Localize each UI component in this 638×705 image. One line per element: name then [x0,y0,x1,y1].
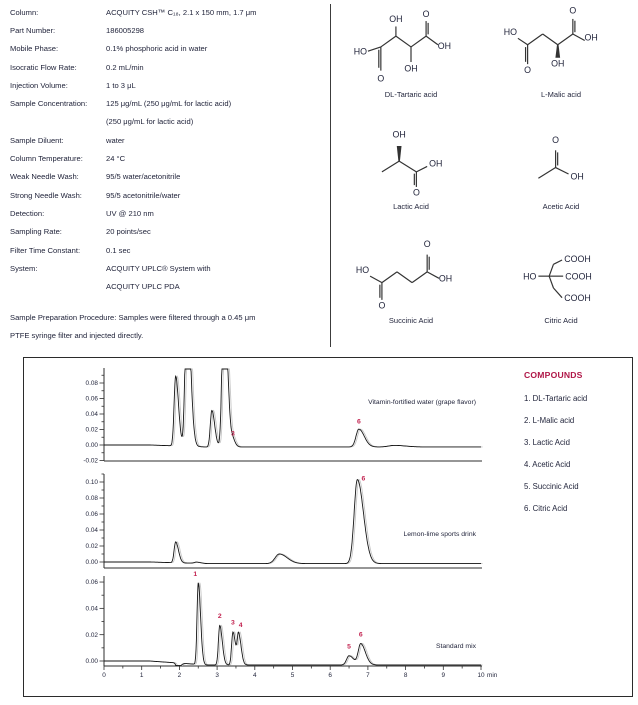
atom-label: O [378,300,386,311]
atom-label: OH [551,58,565,69]
condition-row [10,21,332,39]
condition-label: Sample Concentration: [10,99,88,109]
chromatogram-figure [23,357,633,697]
compounds-legend-title: COMPOUNDS [524,370,583,380]
structure-citric-acid [486,228,636,348]
atom-label: O [569,6,577,16]
bond [553,288,562,298]
peak-number-label: 3 [231,619,235,627]
condition-row [10,204,332,222]
legend-item: 5. Succinic Acid [524,482,579,491]
condition-label: Detection: [10,208,45,218]
atom-label: HO [523,271,537,282]
condition-value: 95/5 acetonitrile/water [106,190,181,200]
structure-drawing-l-malic-acid [500,6,622,90]
structure-dl-tartaric-acid [336,2,486,114]
condition-value: 0.1% phosphoric acid in water [106,44,208,54]
y-tick-label: 0.02 [85,426,98,434]
condition-row [10,94,332,112]
atom-label: O [524,64,532,75]
legend-item: 1. DL-Tartaric acid [524,394,588,403]
peak-number-label: 1 [193,570,198,578]
bond [411,36,426,47]
atom-label: OH [570,171,584,182]
atom-label: HO [353,46,368,57]
peak-number-label: 6 [361,475,366,483]
atom-label: OH [584,32,598,43]
condition-value: 125 μg/mL (250 μg/mL for lactic acid) [106,99,232,109]
bond [556,168,569,174]
x-tick-label: 7 [366,672,370,679]
trace-shadow [106,480,483,564]
condition-label: Injection Volume: [10,80,68,90]
condition-label: Isocratic Flow Rate: [10,62,77,72]
condition-row [10,241,332,259]
condition-label: Filter Time Constant: [10,245,81,255]
bond [370,276,382,282]
y-tick-label: 0.08 [85,380,98,388]
y-tick-label: 0.00 [85,559,98,567]
condition-row [10,223,332,241]
x-tick-label: 6 [328,672,332,679]
bond [573,34,585,40]
condition-value: ACQUITY UPLC PDA [106,282,180,292]
sample-prep-note-line: Sample Preparation Procedure: Samples were filtered through a 0.45 μm [10,313,256,322]
atom-label: OH [429,158,443,169]
peak-number-label: 5 [347,643,351,651]
condition-label: Column: [10,7,39,17]
x-tick-label: 4 [253,672,257,679]
structure-lactic-acid [336,114,486,228]
condition-value: ACQUITY CSH™ C₁₈, 2.1 x 150 mm, 1.7 μm [106,7,257,17]
sample-prep-note [10,309,332,344]
chromatogram-trace [104,369,481,447]
condition-value: 20 points/sec [106,227,151,237]
y-tick-label: 0.08 [85,495,98,503]
x-axis-unit: min [487,672,498,679]
condition-value: ACQUITY UPLC® System with [106,263,211,273]
y-tick-label: 0.06 [85,511,98,519]
atom-label: O [377,73,385,84]
legend-item: 3. Lactic Acid [524,438,570,447]
peak-number-label: 6 [356,418,361,426]
column-divider [330,4,331,347]
y-tick-label: 0.04 [85,605,98,613]
trace-shadow [106,583,483,666]
structure-caption: Lactic Acid [393,202,429,211]
atom-label: OH [389,14,403,25]
peak-number-label: 4 [238,622,243,630]
condition-label: System: [10,263,38,273]
bond [543,34,558,45]
bond [416,166,427,171]
condition-label: Sampling Rate: [10,227,62,237]
x-tick-label: 0 [102,672,106,679]
condition-label: Weak Needle Wash: [10,172,79,182]
x-tick-label: 9 [441,672,446,679]
bond [382,272,397,283]
y-tick-label: 0.06 [85,395,98,403]
x-tick-label: 8 [403,672,408,679]
atom-label: O [552,134,560,145]
y-tick-label: 0.06 [85,579,98,587]
bond [538,168,555,179]
structure-drawing-dl-tartaric-acid [350,6,472,90]
condition-row [10,259,332,277]
structure-succinic-acid [336,228,486,348]
legend-item: 6. Citric Acid [524,504,568,513]
condition-row [10,149,332,167]
bond [397,272,412,283]
bond [396,36,411,47]
sample-label: Standard mix [435,643,476,650]
chromatogram-trace [104,583,481,666]
trace-shadow [106,369,483,447]
structure-acetic-acid [486,114,636,228]
x-tick-label: 1 [139,672,144,679]
atom-label: COOH [565,271,592,282]
condition-value: 24 °C [106,154,126,164]
atom-label: COOH [564,254,591,265]
y-tick-label: 0.02 [85,543,98,551]
structure-caption: Acetic Acid [542,202,580,211]
atom-label: OH [404,63,418,74]
condition-row [10,40,332,58]
bond [528,34,543,45]
atom-label: O [422,8,430,19]
structure-drawing-lactic-acid [350,118,472,202]
structure-l-malic-acid [486,2,636,114]
legend-item: 4. Acetic Acid [524,460,571,469]
sample-label: Lemon-lime sports drink [403,531,476,538]
peak-number-label: 3 [231,430,235,438]
bond [549,264,553,276]
wedge-bond [555,45,560,58]
bond [558,34,573,45]
conditions-table [10,3,332,296]
peak-number-label: 2 [217,613,222,621]
sample-label: Vitamin-fortified water (grape flavor) [368,399,476,406]
structure-drawing-succinic-acid [350,232,472,316]
bond [381,36,396,47]
chemical-structures-panel [336,2,636,348]
y-tick-label: 0.10 [85,479,98,487]
condition-value: 0.1 sec [106,245,131,255]
condition-label: Column Temperature: [10,154,83,164]
condition-row [10,131,332,149]
atom-label: O [423,239,431,250]
y-tick-label: 0.00 [85,442,98,450]
x-tick-label: 3 [215,672,219,679]
bond [553,260,562,264]
condition-value: 1 to 3 μL [106,80,136,90]
condition-row [10,186,332,204]
chromatogram-trace [104,480,481,564]
condition-value: (250 μg/mL for lactic acid) [106,117,194,127]
condition-row [10,113,332,131]
atom-label: HO [355,264,370,275]
atom-label: O [412,187,420,198]
condition-value: 95/5 water/acetonitrile [106,172,181,182]
structure-caption: DL-Tartaric acid [384,90,438,99]
sample-prep-note-line: PTFE syringe filter and injected directly. [10,330,144,340]
condition-row [10,58,332,76]
condition-value: UV @ 210 nm [106,208,154,218]
structure-caption: L-Malic acid [540,90,581,99]
x-tick-label: 10 [477,672,485,679]
x-tick-label: 2 [177,672,182,679]
condition-row [10,76,332,94]
structure-caption: Citric Acid [544,316,578,325]
bond [382,161,399,172]
legend-item: 2. L-Malic acid [524,416,575,425]
atom-label: COOH [564,292,591,303]
bond [426,36,438,45]
y-tick-label: -0.02 [83,457,98,465]
atom-label: OH [392,129,406,140]
structure-drawing-citric-acid [500,232,622,316]
atom-label: OH [437,41,452,52]
condition-row [10,3,332,21]
structure-caption: Succinic Acid [388,316,434,325]
wedge-bond [397,146,402,161]
condition-value: 0.2 mL/min [106,62,144,72]
bond [399,161,416,172]
x-tick-label: 5 [290,672,295,679]
bond [518,38,528,44]
y-tick-label: 0.00 [85,658,98,666]
y-tick-label: 0.04 [85,411,98,419]
y-tick-label: 0.04 [85,527,98,535]
bond [549,276,553,288]
condition-value: 186005298 [106,25,145,35]
condition-label: Strong Needle Wash: [10,190,82,200]
condition-label: Part Number: [10,25,56,35]
bond [427,272,439,278]
atom-label: HO [503,27,518,38]
condition-value: water [106,135,125,145]
y-tick-label: 0.02 [85,631,98,639]
atom-label: OH [438,273,453,284]
bond [412,272,427,283]
compounds-legend [524,370,587,520]
condition-row [10,277,332,295]
condition-label: Mobile Phase: [10,44,59,54]
structure-drawing-acetic-acid [500,118,622,202]
condition-row [10,168,332,186]
compounds-legend-items [524,388,587,520]
condition-label: Sample Diluent: [10,135,64,145]
peak-number-label: 6 [358,631,363,639]
